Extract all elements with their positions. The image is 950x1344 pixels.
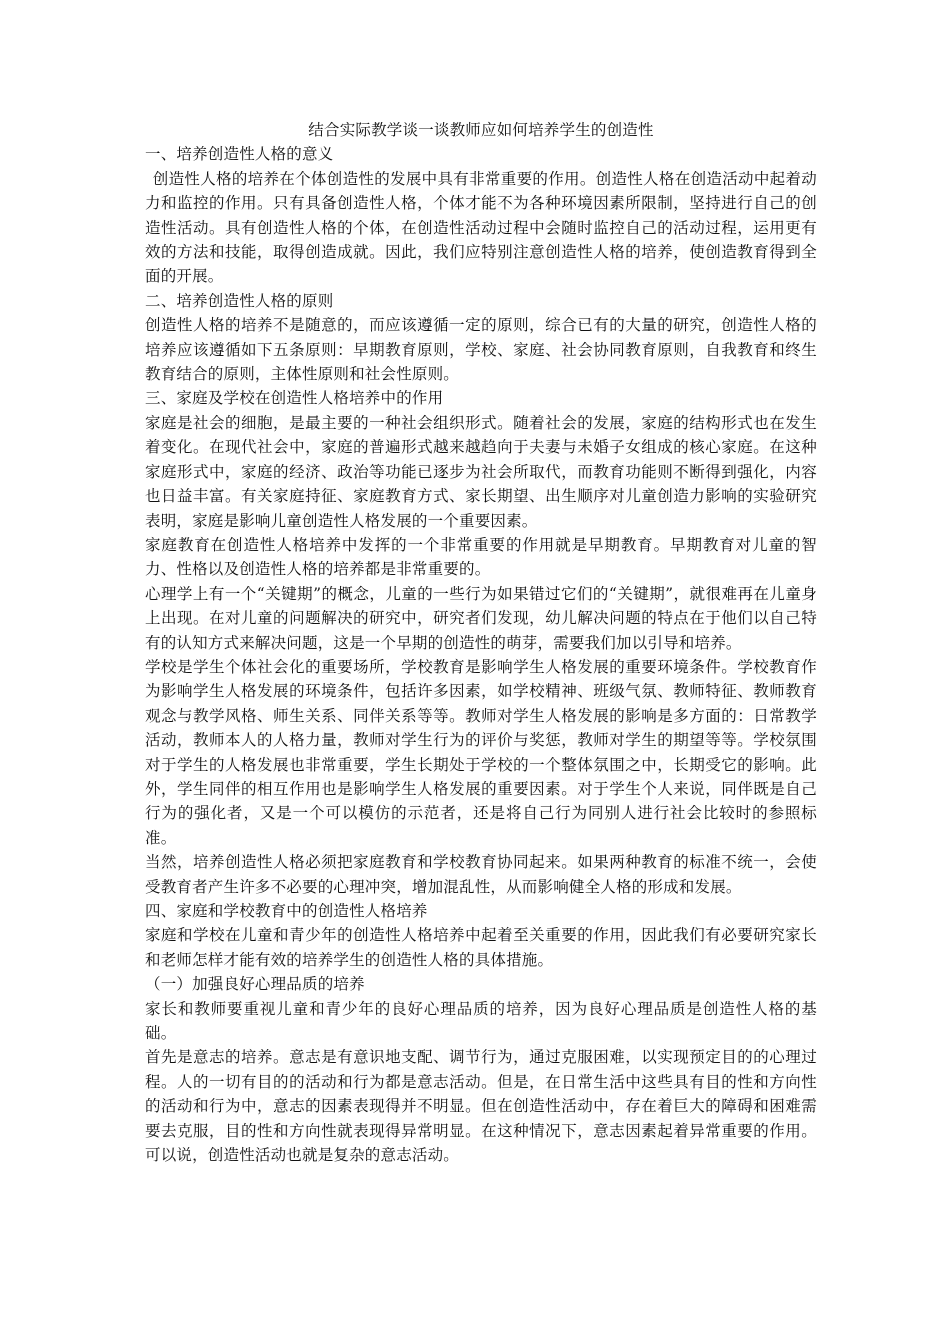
document-title: 结合实际教学谈一谈教师应如何培养学生的创造性 [308,121,654,139]
section-3-paragraph-5: 当然，培养创造性人格必须把家庭教育和学校教育协同起来。如果两种教育的标准不统一，会使受教育者产生许多不必要的心理冲突，增加混乱性，从而影响健全人格的形成和发展。 [145,853,817,896]
section-heading-2: 二、培养创造性人格的原则 [145,291,334,310]
section-4-paragraph-1: 家庭和学校在儿童和青少年的创造性人格培养中起着至关重要的作用，因此我们有必要研究家长和老师怎样才能有效的培养学生的创造性人格的具体措施。 [145,926,817,969]
section-2-paragraph-1: 创造性人格的培养不是随意的，而应该遵循一定的原则，综合已有的大量的研究，创造性人格的培养应该遵循如下五条原则：早期教育原则，学校、家庭、社会协同教育原则，自我教育和终生教育结合的原则，主体性原则和社会性原则。 [145,316,817,384]
subsection-heading-1: （一）加强良好心理品质的培养 [145,975,365,994]
section-3-paragraph-2: 家庭教育在创造性人格培养中发挥的一个非常重要的作用就是早期教育。早期教育对儿童的智力、性格以及创造性人格的培养都是非常重要的。 [145,535,817,579]
section-heading-1: 一、培养创造性人格的意义 [145,145,334,164]
section-3-paragraph-1: 家庭是社会的细胞，是最主要的一种社会组织形式。随着社会的发展，家庭的结构形式也在发生着变化。在现代社会中，家庭的普遍形式越来越趋向于夫妻与未婚子女组成的核心家庭。在这种家庭形式中，家庭的经济、政治等功能已逐步为社会所取代，而教育功能则不断得到强化，内容也日益丰富。有关家庭持征、家庭教育方式、家长期望、出生顺序对儿童创造力影响的实验研究表明，家庭是影响儿童创造性人格发展的一个重要因素。 [145,413,817,530]
subsection-1-paragraph-1: 家长和教师要重视儿童和青少年的良好心理品质的培养，因为良好心理品质是创造性人格的基础。 [145,999,817,1043]
subsection-1-paragraph-2: 首先是意志的培养。意志是有意识地支配、调节行为，通过克服困难，以实现预定目的的心理过程。人的一切有目的的活动和行为都是意志活动。但是，在日常生活中这些具有目的性和方向性的活动和行为中，意志的因素表现得并不明显。但在创造性活动中，存在着巨大的障碍和困难需要去克服，目的性和方向性就表现得异常明显。在这种情况下，意志因素起着异常重要的作用。可以说，创造性活动也就是复杂的意志活动。 [145,1048,817,1165]
section-heading-3: 三、家庭及学校在创造性人格培养中的作用 [145,389,444,408]
section-heading-4: 四、家庭和学校教育中的创造性人格培养 [145,902,428,920]
section-3-paragraph-3: 心理学上有一个“关键期”的概念，儿童的一些行为如果错过它们的“关键期”，就很难再在儿童身上出现。在对儿童的问题解决的研究中，研究者们发现，幼儿解决问题的特点在于他们以自己特有的认知方式来解决问题，这是一个早期的创造性的萌芽，需要我们加以引导和培养。 [145,584,817,652]
document-page [145,118,817,1167]
section-1-paragraph-1: 创造性人格的培养在个体创造性的发展中具有非常重要的作用。创造性人格在创造活动中起着动力和监控的作用。只有具备创造性人格，个体才能不为各种环境因素所限制，坚持进行自己的创造性活动。具有创造性人格的个体，在创造性活动过程中会随时监控自己的活动过程，运用更有效的方法和技能，取得创造成就。因此，我们应特别注意创造性人格的培养，使创造教育得到全面的开展。 [145,169,817,286]
section-3-paragraph-4: 学校是学生个体社会化的重要场所，学校教育是影响学生人格发展的重要环境条件。学校教育作为影响学生人格发展的环境条件，包括许多因素，如学校精神、班级气氛、教师特征、教师教育观念与教学风格、师生关系、同伴关系等等。教师对学生人格发展的影响是多方面的：日常教学活动，教师本人的人格力量，教师对学生行为的评价与奖惩，教师对学生的期望等等。学校氛围对于学生的人格发展也非常重要，学生长期处于学校的一个整体氛围之中，长期受它的影响。此外，学生同伴的相互作用也是影响学生人格发展的重要因素。对于学生个人来说，同伴既是自己行为的强化者，又是一个可以模仿的示范者，还是将自己行为同别人进行社会比较时的参照标准。 [145,657,817,847]
